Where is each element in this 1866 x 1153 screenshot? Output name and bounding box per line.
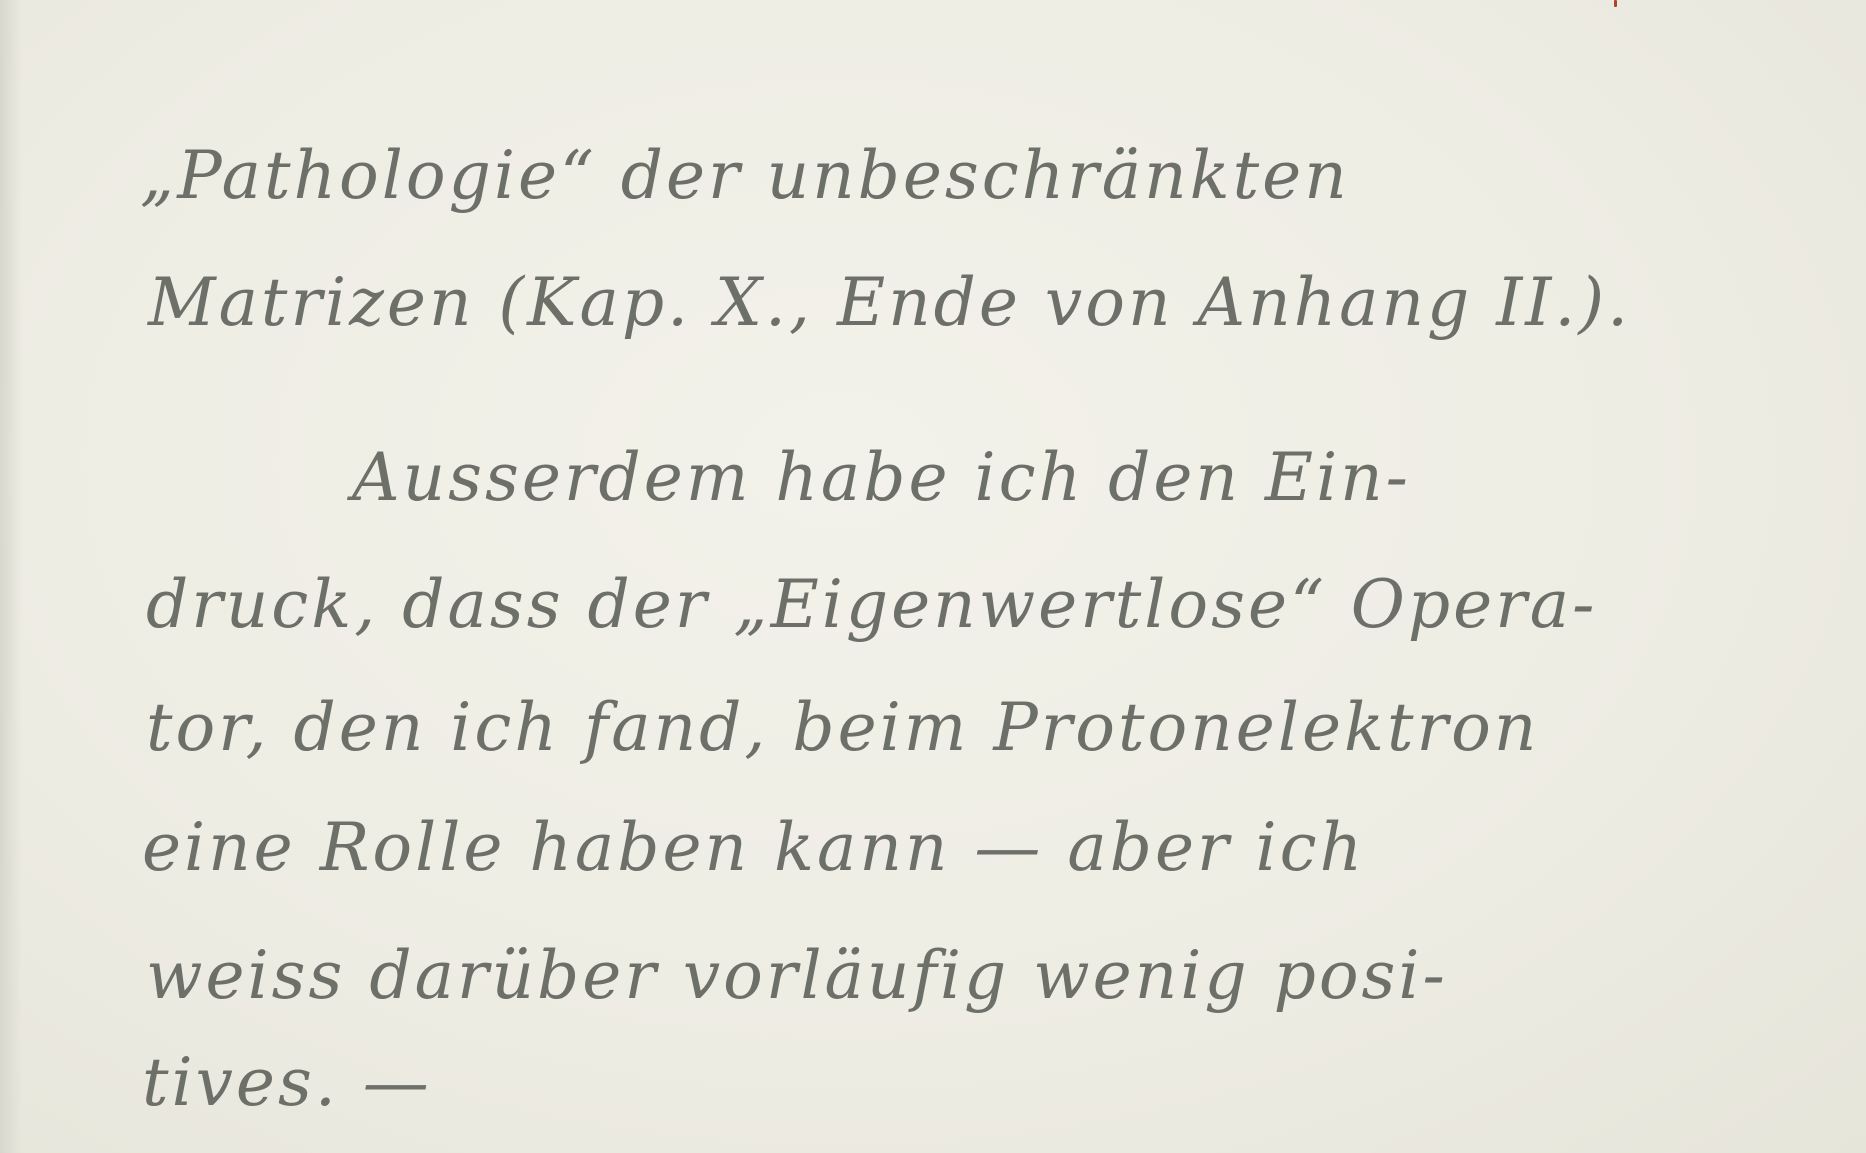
text-line-5: tor, den ich fand, beim Protonelektron <box>146 689 1540 766</box>
text-line-7: weiss darüber vorläufig wenig posi- <box>146 937 1448 1014</box>
text-line-8: tives. — <box>142 1044 432 1121</box>
text-line-2: Matrizen (Kap. X., Ende von Anhang II.). <box>148 264 1632 341</box>
text-line-4: druck, dass der „Eigenwertlose“ Opera- <box>146 566 1598 643</box>
text-line-1: „Pathologie“ der unbeschränkten <box>140 137 1350 214</box>
text-line-3: Ausserdem habe ich den Ein- <box>352 439 1411 516</box>
text-line-6: eine Rolle haben kann — aber ich <box>142 809 1366 886</box>
